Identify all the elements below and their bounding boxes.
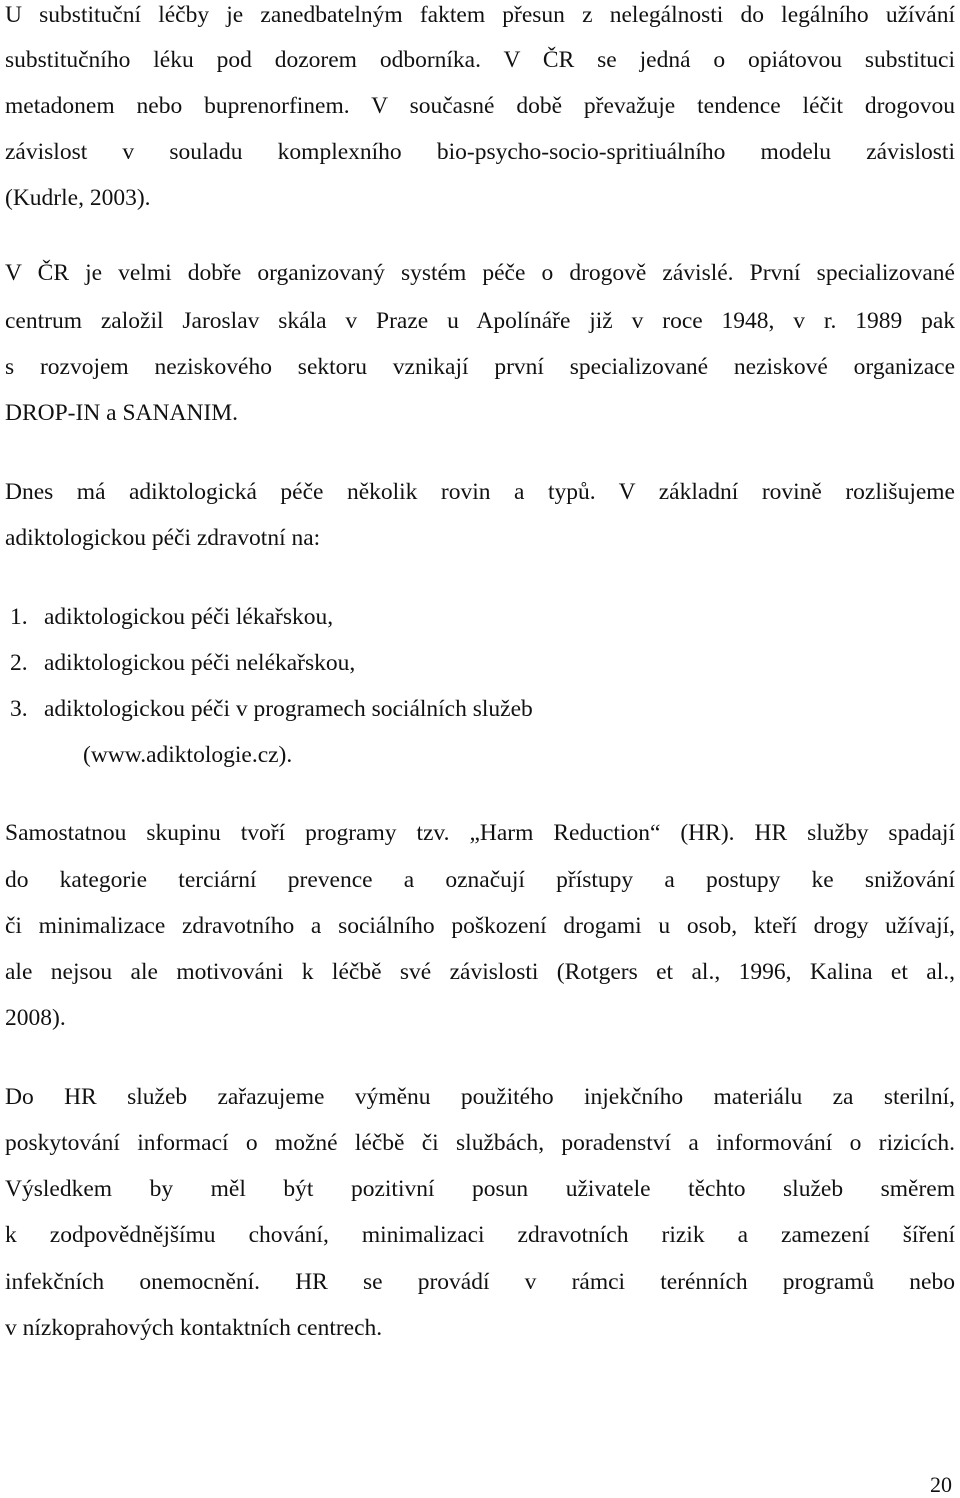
list-item [5,648,955,678]
paragraph-line: adiktologickou péči zdravotní na: [5,525,321,551]
paragraph-line: ale nejsou ale motivováni k léčbě své závislosti (Rotgers et al., 1996, Kalina et al., [5,959,955,985]
paragraph-line: 2008). [5,1005,66,1031]
paragraph-line: Dnes má adiktologická péče několik rovin a typů. V základní rovině rozlišujeme [5,479,955,505]
page-number: 20 [930,1472,952,1497]
paragraph-line: do kategorie terciární prevence a označují přístupy a postupy ke snižování [5,867,955,893]
paragraph-line: centrum založil Jaroslav skála v Praze u Apolínáře již v roce 1948, v r. 1989 pak [5,308,955,334]
list-item-text: adiktologickou péči nelékařskou, [44,650,356,676]
list-item [5,602,955,632]
paragraph-line: substitučního léku pod dozorem odborníka. V ČR se jedná o opiátovou substituci [5,47,955,73]
paragraph-line: k zodpovědnějšímu chování, minimalizaci zdravotních rizik a zamezení šíření [5,1222,955,1248]
list-item-number: 2. [10,650,28,676]
paragraph-line: či minimalizace zdravotního a sociálního poškození drogami u osob, kteří drogy užívají, [5,913,955,939]
list-item [5,694,955,724]
list-item-text: adiktologickou péči lékařskou, [44,604,334,630]
paragraph-line: V ČR je velmi dobře organizovaný systém péče o drogově závislé. První specializované [5,260,955,286]
paragraph-line: DROP-IN a SANANIM. [5,400,239,426]
paragraph-line: Do HR služeb zařazujeme výměnu použitého injekčního materiálu za sterilní, [5,1084,955,1110]
list-item-number: 3. [10,696,28,722]
paragraph-line: (Kudrle, 2003). [5,185,151,211]
paragraph-line: Výsledkem by měl být pozitivní posun uživatele těchto služeb směrem [5,1176,955,1202]
paragraph-line: poskytování informací o možné léčbě či službách, poradenství a informování o rizicích. [5,1130,955,1156]
paragraph-line: U substituční léčby je zanedbatelným faktem přesun z nelegálnosti do legálního užívání [5,2,955,28]
paragraph-line: metadonem nebo buprenorfinem. V současné době převažuje tendence léčit drogovou [5,93,955,119]
paragraph-line: v nízkoprahových kontaktních centrech. [5,1315,383,1341]
paragraph-line: s rozvojem neziskového sektoru vznikají první specializované neziskové organizace [5,354,955,380]
paragraph-line: infekčních onemocnění. HR se provádí v rámci terénních programů nebo [5,1269,955,1295]
list-item-continuation: (www.adiktologie.cz). [83,742,293,768]
paragraph-line: závislost v souladu komplexního bio-psycho-socio-spritiuálního modelu závislosti [5,139,955,165]
list-item-number: 1. [10,604,28,630]
paragraph-line: Samostatnou skupinu tvoří programy tzv. „Harm Reduction“ (HR). HR služby spadají [5,820,955,846]
list-item-text: adiktologickou péči v programech sociálních služeb [44,696,533,722]
